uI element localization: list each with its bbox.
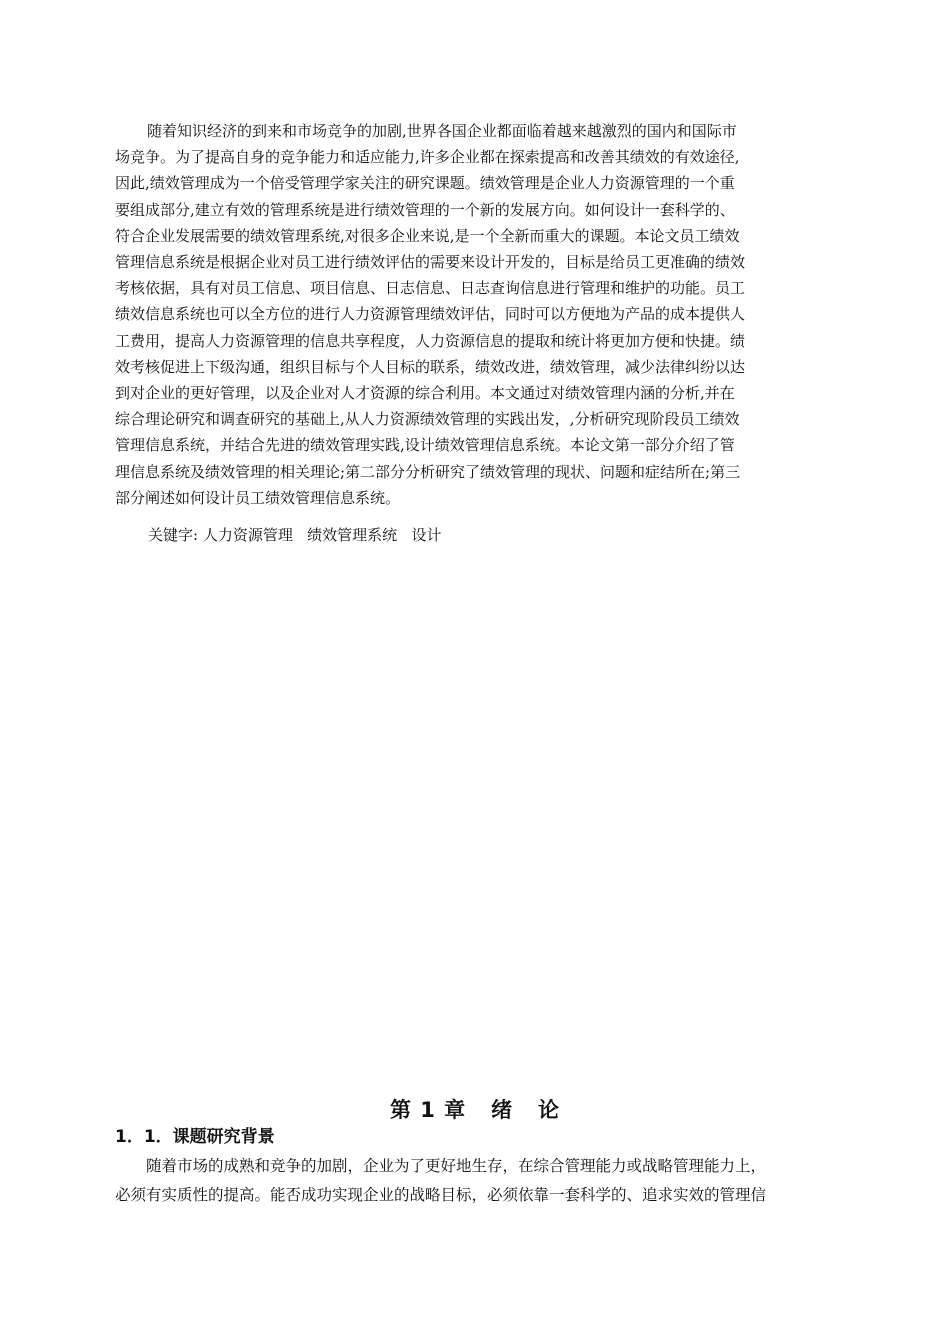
- keywords-line: [148, 524, 442, 546]
- chapter-title: 第 1 章 绪 论: [389, 1098, 561, 1122]
- abstract-line: 部分阐述如何设计员工绩效管理信息系统。: [115, 488, 401, 507]
- abstract-line: 管理信息系统，并结合先进的绩效管理实践,设计绩效管理信息系统。本论文第一部分介绍了管: [115, 436, 735, 455]
- abstract-line: 效考核促进上下级沟通，组织目标与个人目标的联系，绩效改进，绩效管理，减少法律纠纷以达: [115, 357, 746, 376]
- abstract-line: 工费用，提高人力资源管理的信息共享程度，人力资源信息的提取和统计将更加方便和快捷。绩: [115, 331, 746, 350]
- section-title: 1．1．课题研究背景: [115, 1127, 275, 1147]
- section-line: 随着市场的成熟和竞争的加剧，企业为了更好地生存，在综合管理能力或战略管理能力上，: [146, 1157, 767, 1175]
- abstract-line: 绩效信息系统也可以全方位的进行人力资源管理绩效评估，同时可以方便地为产品的成本提供人: [115, 305, 746, 324]
- abstract-paragraph: [115, 118, 827, 511]
- section-paragraph: [115, 1152, 827, 1210]
- abstract-line: 理信息系统及绩效管理的相关理论;第二部分分析研究了绩效管理的现状、问题和症结所在;第三: [115, 462, 741, 481]
- keyword-item: 设计: [411, 526, 442, 544]
- abstract-line: 综合理论研究和调查研究的基础上,从人力资源绩效管理的实践出发，,分析研究现阶段员工绩效: [115, 410, 740, 429]
- section-line: 必须有实质性的提高。能否成功实现企业的战略目标，必须依靠一套科学的、追求实效的管理信: [115, 1186, 767, 1204]
- keyword-item: 绩效管理系统: [307, 526, 398, 544]
- abstract-line: 因此,绩效管理成为一个倍受管理学家关注的研究课题。绩效管理是企业人力资源管理的一个重: [115, 174, 735, 193]
- abstract-line: 随着知识经济的到来和市场竞争的加剧,世界各国企业都面临着越来越激烈的国内和国际市: [147, 122, 737, 140]
- abstract-line: 场竞争。为了提高自身的竞争能力和适应能力,许多企业都在探索提高和改善其绩效的有效途径,: [115, 148, 740, 167]
- abstract-line: 符合企业发展需要的绩效管理系统,对很多企业来说,是一个全新而重大的课题。本论文员工绩效: [115, 226, 740, 245]
- abstract-line: 到对企业的更好管理，以及企业对人才资源的综合利用。本文通过对绩效管理内涵的分析,并在: [115, 384, 735, 403]
- abstract-line: 考核依据，具有对员工信息、项目信息、日志信息、日志查询信息进行管理和维护的功能。员工: [115, 279, 746, 298]
- keywords-label: 关键字:: [148, 526, 199, 544]
- abstract-line: 管理信息系统是根据企业对员工进行绩效评估的需要来设计开发的，目标是给员工更准确的绩效: [115, 253, 746, 272]
- keyword-item: 人力资源管理: [202, 526, 293, 544]
- abstract-line: 要组成部分,建立有效的管理系统是进行绩效管理的一个新的发展方向。如何设计一套科学的、: [115, 200, 735, 219]
